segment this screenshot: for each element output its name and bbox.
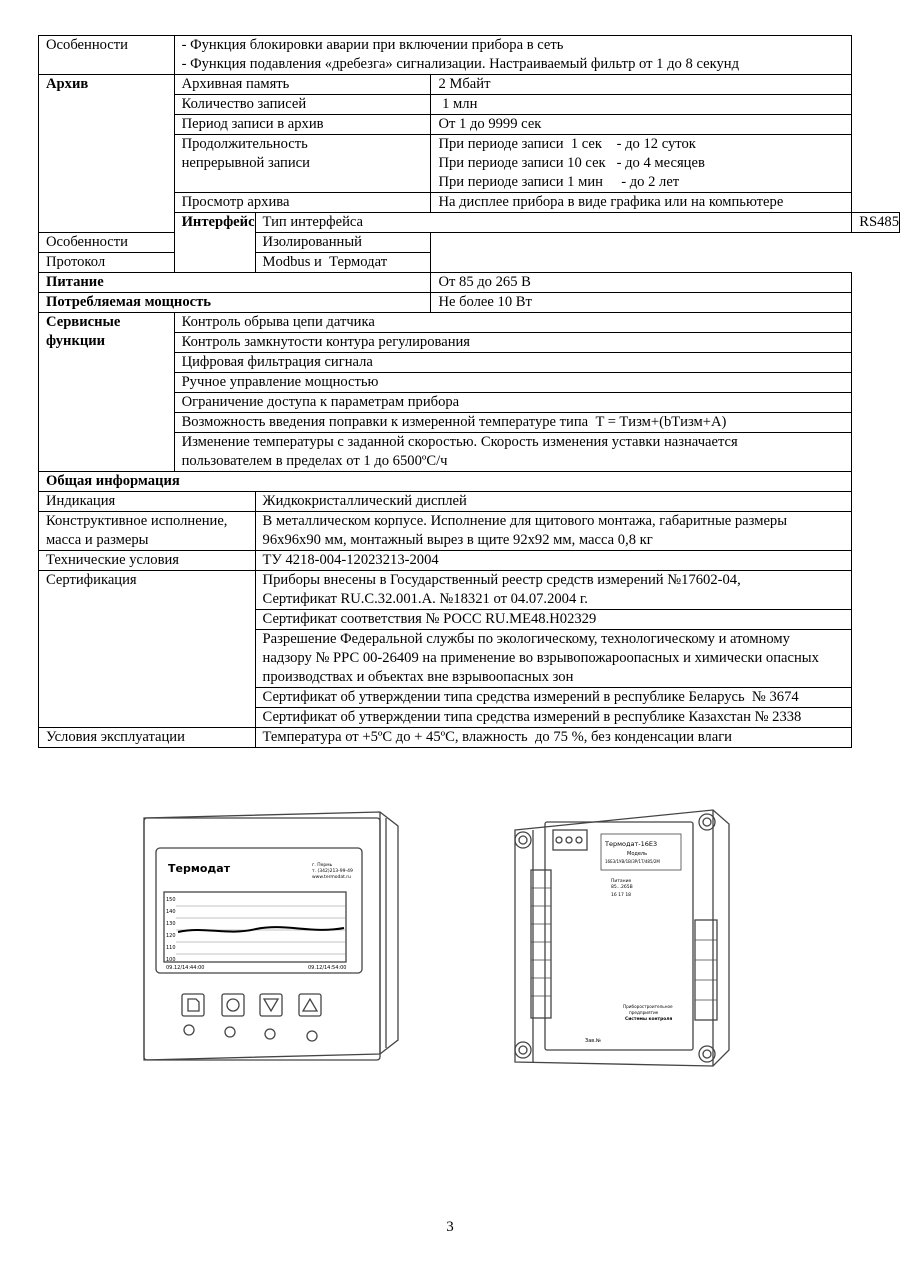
param-value: Сертификат об утверждении типа средства измерений в республике Беларусь № 3674 (255, 688, 852, 708)
param-name: Период записи в архив (174, 115, 431, 135)
param-name: Продолжительность непрерывной записи (174, 135, 431, 193)
feature-line: - Функция блокировки аварии при включении прибора в сеть (181, 37, 564, 53)
param-value (431, 135, 852, 193)
table-row (39, 492, 900, 512)
serial-label: Зав.№ (585, 1038, 602, 1044)
table-row (39, 75, 900, 95)
table-row (39, 36, 900, 75)
y-tick-label: 140 (166, 909, 176, 915)
param-value: Жидкокристаллический дисплей (255, 492, 852, 512)
page-number: 3 (446, 1219, 454, 1235)
rear-power-label: Питание (611, 879, 632, 884)
y-tick-label: 150 (166, 897, 176, 903)
table-row (39, 551, 900, 571)
section-label: Питание (39, 273, 431, 293)
rear-device-illustration (503, 800, 735, 1080)
x-axis-label-left: 09.12/14:44:00 (166, 965, 205, 971)
table-row (39, 293, 900, 313)
param-value: От 1 до 9999 сек (431, 115, 852, 135)
param-value: RS485 (852, 213, 900, 233)
param-value: В металлическом корпусе. Исполнение для щитового монтажа, габаритные размеры 96х96х90 мм, монтажный вырез в щите 92х92 мм, масса 0,8 кг (255, 512, 852, 551)
service-item: Контроль обрыва цепи датчика (174, 313, 852, 333)
param-name: Тип интерфейса (255, 213, 852, 233)
rear-power-value: 85...265В (611, 885, 633, 890)
y-tick-label: 110 (166, 945, 176, 951)
service-item: Изменение температуры с заданной скоростью. Скорость изменения уставки назначается пользователем в пределах от 1 до 6500ºС/ч (174, 433, 852, 472)
brand-label: Термодат (168, 862, 231, 875)
param-name: Особенности (39, 233, 256, 253)
section-label: Архив (39, 75, 175, 233)
param-value: Сертификат соответствия № РОСС RU.ME48.H02329 (255, 610, 852, 630)
y-tick-label: 100 (166, 957, 176, 963)
x-axis-label-right: 09.12/14:54:00 (308, 965, 347, 971)
param-value: Не более 10 Вт (431, 293, 852, 313)
param-value: ТУ 4218-004-12023213-2004 (255, 551, 852, 571)
maker-line: Системы контроля (625, 1017, 673, 1022)
param-name: Протокол (39, 253, 256, 273)
param-value: Modbus и Термодат (255, 253, 431, 273)
param-value: Температура от +5ºС до + 45ºС, влажность до 75 %, без конденсации влаги (255, 728, 852, 748)
param-value: Изолированный (255, 233, 431, 253)
param-name: Условия эксплуатации (39, 728, 256, 748)
table-row (39, 253, 900, 273)
maker-line: Приборостроительное (623, 1004, 673, 1009)
y-tick-label: 120 (166, 933, 176, 939)
section-label: Сервисные функции (39, 313, 175, 472)
param-value: На дисплее прибора в виде графика или на компьютере (431, 193, 852, 213)
table-row (39, 472, 900, 492)
param-value: Разрешение Федеральной службы по экологическому, технологическому и атомному надзору № РРС 00-26409 на применение во взрывопожароопасных и химически опасных производствах и объектах вне взрывоопасных зон (255, 630, 852, 688)
spec-table (38, 35, 900, 748)
maker-line: предприятие (629, 1010, 659, 1015)
feature-line: - Функция подавления «дребезга» сигнализации. Настраиваемый фильтр от 1 до 8 секунд (181, 56, 739, 72)
service-item: Цифровая фильтрация сигнала (174, 353, 852, 373)
table-row (39, 233, 900, 253)
rear-model-code: 16Е3/1УВ/1В/3Р/1Т/485/2М (605, 859, 660, 864)
service-item: Ограничение доступа к параметрам прибора (174, 393, 852, 413)
y-tick-label: 130 (166, 921, 176, 927)
section-label: Интерфейс (174, 213, 255, 273)
site-label: www.termodat.ru (312, 875, 352, 880)
section-label: Потребляемая мощность (39, 293, 431, 313)
duration-line: При периоде записи 10 сек - до 4 месяцев (438, 155, 705, 171)
param-name: Сертификация (39, 571, 256, 728)
phone-label: т. (342)213-99-49 (312, 869, 353, 874)
row-value (174, 36, 852, 75)
param-name: Конструктивное исполнение, масса и размеры (39, 512, 256, 551)
service-item: Ручное управление мощностью (174, 373, 852, 393)
city-label: г. Пермь (312, 863, 333, 868)
rear-title: Термодат-16Е3 (605, 840, 658, 848)
rear-terminals: 16 17 18 (611, 893, 632, 898)
table-row (39, 512, 900, 551)
param-value: Сертификат об утверждении типа средства измерений в республике Казахстан № 2338 (255, 708, 852, 728)
table-row (39, 273, 900, 293)
duration-line: При периоде записи 1 сек - до 12 суток (438, 136, 696, 152)
param-name: Индикация (39, 492, 256, 512)
param-value: От 85 до 265 В (431, 273, 852, 293)
param-value: 1 млн (431, 95, 852, 115)
param-name: Архивная память (174, 75, 431, 95)
param-name: Технические условия (39, 551, 256, 571)
param-name: Просмотр архива (174, 193, 431, 213)
section-label: Общая информация (39, 472, 852, 492)
table-row (39, 313, 900, 333)
param-value: 2 Мбайт (431, 75, 852, 95)
row-label: Особенности (39, 36, 175, 75)
service-item: Возможность введения поправки к измеренной температуре типа T = Tизм+(bTизм+A) (174, 413, 852, 433)
rear-model-label: Модель (627, 851, 648, 857)
service-item: Контроль замкнутости контура регулирования (174, 333, 852, 353)
front-device-illustration (136, 808, 406, 1070)
param-value: Приборы внесены в Государственный реестр средств измерений №17602-04, Сертификат RU.C.32.001.A. №18321 от 04.07.2004 г. (255, 571, 852, 610)
duration-line: При периоде записи 1 мин - до 2 лет (438, 174, 680, 190)
param-name: Количество записей (174, 95, 431, 115)
table-row (39, 728, 900, 748)
table-row (39, 571, 900, 610)
